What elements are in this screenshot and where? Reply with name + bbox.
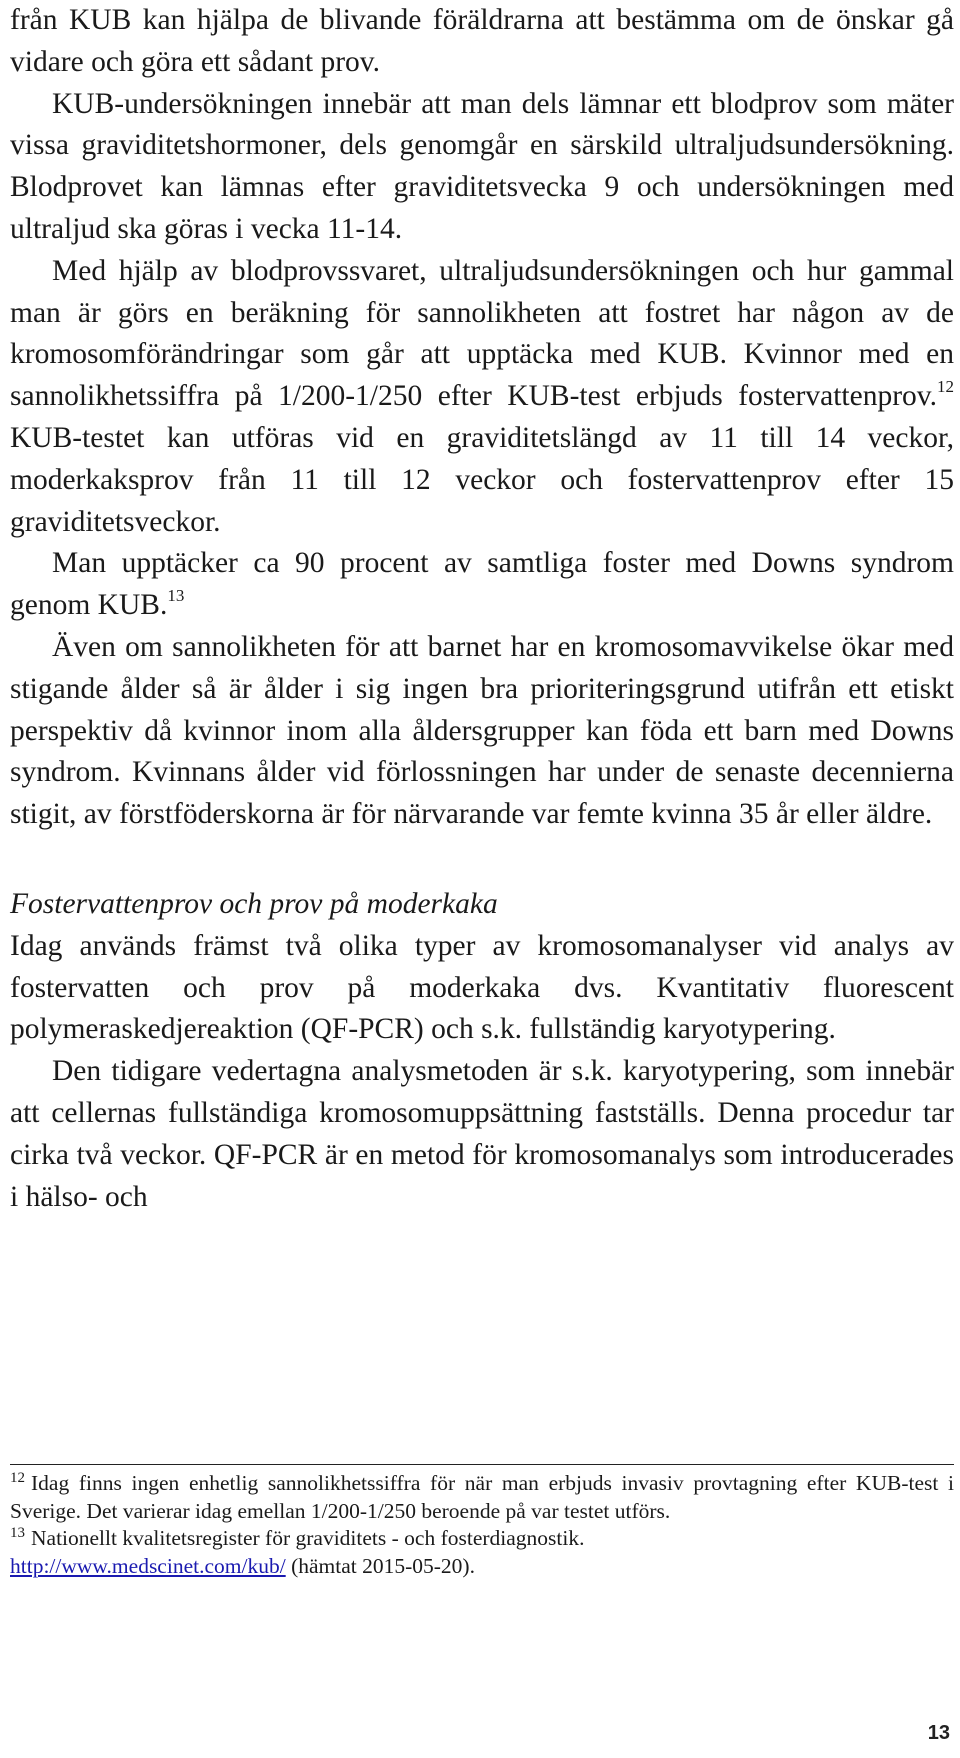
footnote-13-text: Nationellt kvalitetsregister för graviditets - och fosterdiagnostik. xyxy=(31,1526,585,1550)
footnote-ref-13[interactable]: 13 xyxy=(167,586,185,606)
footnote-divider xyxy=(10,1464,954,1465)
paragraph-3 xyxy=(10,251,954,544)
paragraph-2: KUB-undersökningen innebär att man dels lämnar ett blodprov som mäter vissa graviditetshormoner, dels genomgår en särskild ultraljudsundersökning. Blodprovet kan lämnas efter graviditetsvecka 9 och undersökningen med ultraljud ska göras i vecka 11-14. xyxy=(10,87,954,245)
footnote-12-number: 12 xyxy=(10,1470,25,1486)
document-body xyxy=(10,0,954,1218)
footnote-13-link[interactable]: http://www.medscinet.com/kub/ xyxy=(10,1553,286,1578)
footnote-12-text: Idag finns ingen enhetlig sannolikhetssiffra för när man erbjuds invasiv provtagning efter KUB-test i Sverige. Det varierar idag emellan 1/200-1/250 beroende på var testet utförs. xyxy=(10,1471,954,1523)
footnote-13-number: 13 xyxy=(10,1525,25,1541)
footnote-12 xyxy=(10,1470,954,1525)
footnote-ref-12[interactable]: 12 xyxy=(937,377,954,397)
paragraph-1: från KUB kan hjälpa de blivande föräldrarna att bestämma om de önskar gå vidare och göra ett sådant prov. xyxy=(10,4,954,78)
footnote-13 xyxy=(10,1525,954,1580)
paragraph-4 xyxy=(10,543,954,627)
paragraph-6: Idag används främst två olika typer av kromosomanalyser vid analys av fostervatten och prov på moderkaka dvs. Kvantitativ fluorescent polymeraskedjereaktion (QF-PCR) och s.k. fullständig karyotypering. xyxy=(10,929,954,1046)
paragraph-3-text-b: KUB-testet kan utföras vid en graviditetslängd av 11 till 14 veckor, moderkaksprov från 11 till 12 veckor och fostervattenprov efter 15 graviditetsveckor. xyxy=(10,421,954,538)
section-heading: Fostervattenprov och prov på moderkaka xyxy=(10,887,498,920)
paragraph-5: Även om sannolikheten för att barnet har en kromosomavvikelse ökar med stigande ålder så är ålder i sig ingen bra prioriteringsgrund utifrån ett etiskt perspektiv då kvinnor inom alla åldersgrupper kan föda ett barn med Downs syndrom. Kvinnans ålder vid förlossningen har under de senaste decennierna stigit, av förstföderskorna är för närvarande var femte kvinna 35 år eller äldre. xyxy=(10,630,954,831)
footnote-13-accessed: (hämtat 2015-05-20). xyxy=(285,1553,475,1578)
paragraph-3-text-a: Med hjälp av blodprovssvaret, ultraljudsundersökningen och hur gammal man är görs en beräkning för sannolikheten att fostret har någon av de kromosomförändringar som går att upptäcka med KUB. Kvinnor med en sannolikhetssiffra på 1/200-1/250 efter KUB-test erbjuds fostervattenprov. xyxy=(10,254,954,413)
page-number: 13 xyxy=(927,1722,950,1744)
paragraph-4-text: Man upptäcker ca 90 procent av samtliga foster med Downs syndrom genom KUB. xyxy=(10,547,954,622)
footnotes xyxy=(10,1470,954,1580)
paragraph-7: Den tidigare vedertagna analysmetoden är s.k. karyotypering, som innebär att cellernas fullständiga kromosomuppsättning fastställs. Denna procedur tar cirka två veckor. QF-PCR är en metod för kromosomanalys som introducerades i hälso- och xyxy=(10,1055,954,1213)
